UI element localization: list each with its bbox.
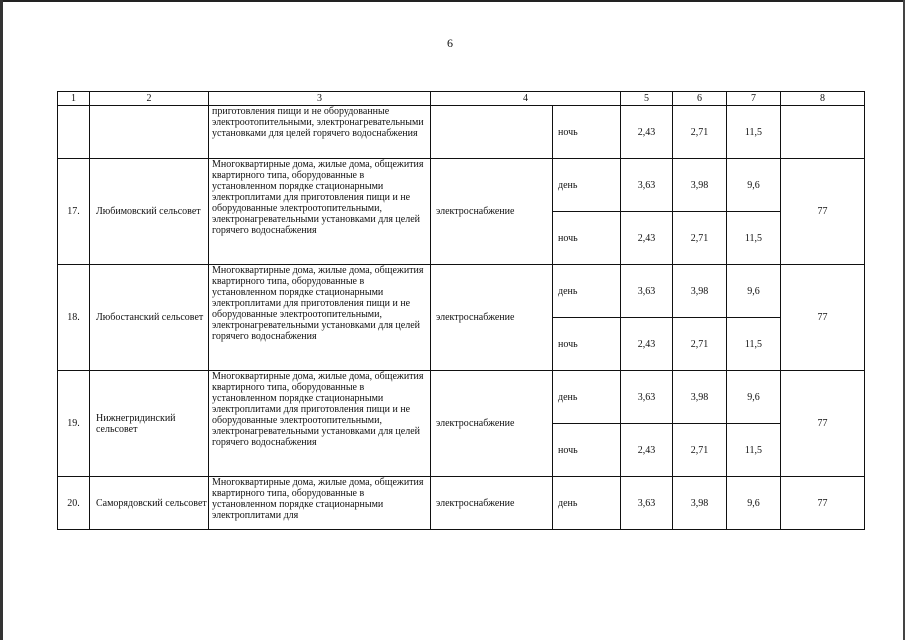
value-cell: 3,98: [673, 265, 727, 318]
limit-cell: 77: [781, 371, 865, 477]
value-cell: 3,98: [673, 371, 727, 424]
period-cell: ночь: [553, 106, 621, 159]
header-cell: 5: [621, 92, 673, 106]
table-row: [58, 106, 865, 159]
settlement-cell: Нижнегридинский сельсовет: [90, 371, 209, 477]
row-number-cell: [58, 106, 90, 159]
row-number-cell: 20.: [58, 477, 90, 530]
header-cell: 3: [209, 92, 431, 106]
settlement-cell: Любимовский сельсовет: [90, 159, 209, 265]
description-cell: Многоквартирные дома, жилые дома, общежития квартирного типа, оборудованные в установленном порядке стационарными электроплитами для приготовления пищи и не оборудованные электроотопительными, электронагревательными установками для целей горячего водоснабжения: [209, 265, 431, 371]
table-row: [58, 477, 865, 530]
value-cell: 3,98: [673, 159, 727, 212]
header-row: [58, 92, 865, 106]
period-cell: ночь: [553, 424, 621, 477]
description-cell: Многоквартирные дома, жилые дома, общежития квартирного типа, оборудованные в установленном порядке стационарными электроплитами для приготовления пищи и не оборудованные электроотопительными, электронагревательными установками для целей горячего водоснабжения: [209, 371, 431, 477]
value-cell: 11,5: [727, 318, 781, 371]
row-number-cell: 18.: [58, 265, 90, 371]
table-row: [58, 265, 865, 318]
tariff-table: [57, 91, 865, 530]
service-cell: электроснабжение: [431, 159, 553, 265]
header-cell: 8: [781, 92, 865, 106]
period-cell: день: [553, 159, 621, 212]
value-cell: 9,6: [727, 477, 781, 530]
value-cell: 3,63: [621, 159, 673, 212]
service-cell: [431, 106, 553, 159]
table-row: [58, 371, 865, 424]
row-number-cell: 17.: [58, 159, 90, 265]
value-cell: 9,6: [727, 159, 781, 212]
settlement-cell: Саморядовский сельсовет: [90, 477, 209, 530]
service-cell: электроснабжение: [431, 371, 553, 477]
table-row: [58, 159, 865, 212]
value-cell: 2,43: [621, 424, 673, 477]
value-cell: 2,71: [673, 212, 727, 265]
description-cell: Многоквартирные дома, жилые дома, общежития квартирного типа, оборудованные в установленном порядке стационарными электроплитами для: [209, 477, 431, 530]
period-cell: день: [553, 477, 621, 530]
scan-edge-left: [0, 0, 3, 640]
description-cell: Многоквартирные дома, жилые дома, общежития квартирного типа, оборудованные в установленном порядке стационарными электроплитами для приготовления пищи и не оборудованные электроотопительными, электронагревательными установками для целей горячего водоснабжения: [209, 159, 431, 265]
period-cell: день: [553, 371, 621, 424]
value-cell: 11,5: [727, 106, 781, 159]
value-cell: 9,6: [727, 265, 781, 318]
scan-edge-top: [0, 0, 905, 2]
value-cell: 2,71: [673, 424, 727, 477]
settlement-cell: Любостанский сельсовет: [90, 265, 209, 371]
header-cell: 2: [90, 92, 209, 106]
page-number: 6: [447, 36, 453, 50]
value-cell: 3,98: [673, 477, 727, 530]
settlement-cell: [90, 106, 209, 159]
value-cell: 2,71: [673, 318, 727, 371]
header-cell: 4: [431, 92, 621, 106]
limit-cell: [781, 106, 865, 159]
value-cell: 2,43: [621, 106, 673, 159]
period-cell: день: [553, 265, 621, 318]
value-cell: 2,43: [621, 212, 673, 265]
description-cell: приготовления пищи и не оборудованные электроотопительными, электронагревательными установками для целей горячего водоснабжения: [209, 106, 431, 159]
period-cell: ночь: [553, 212, 621, 265]
service-cell: электроснабжение: [431, 477, 553, 530]
limit-cell: 77: [781, 477, 865, 530]
value-cell: 2,43: [621, 318, 673, 371]
service-cell: электроснабжение: [431, 265, 553, 371]
value-cell: 3,63: [621, 265, 673, 318]
period-cell: ночь: [553, 318, 621, 371]
limit-cell: 77: [781, 265, 865, 371]
value-cell: 11,5: [727, 424, 781, 477]
header-cell: 1: [58, 92, 90, 106]
value-cell: 3,63: [621, 371, 673, 424]
limit-cell: 77: [781, 159, 865, 265]
header-cell: 7: [727, 92, 781, 106]
value-cell: 9,6: [727, 371, 781, 424]
value-cell: 2,71: [673, 106, 727, 159]
value-cell: 3,63: [621, 477, 673, 530]
row-number-cell: 19.: [58, 371, 90, 477]
header-cell: 6: [673, 92, 727, 106]
value-cell: 11,5: [727, 212, 781, 265]
